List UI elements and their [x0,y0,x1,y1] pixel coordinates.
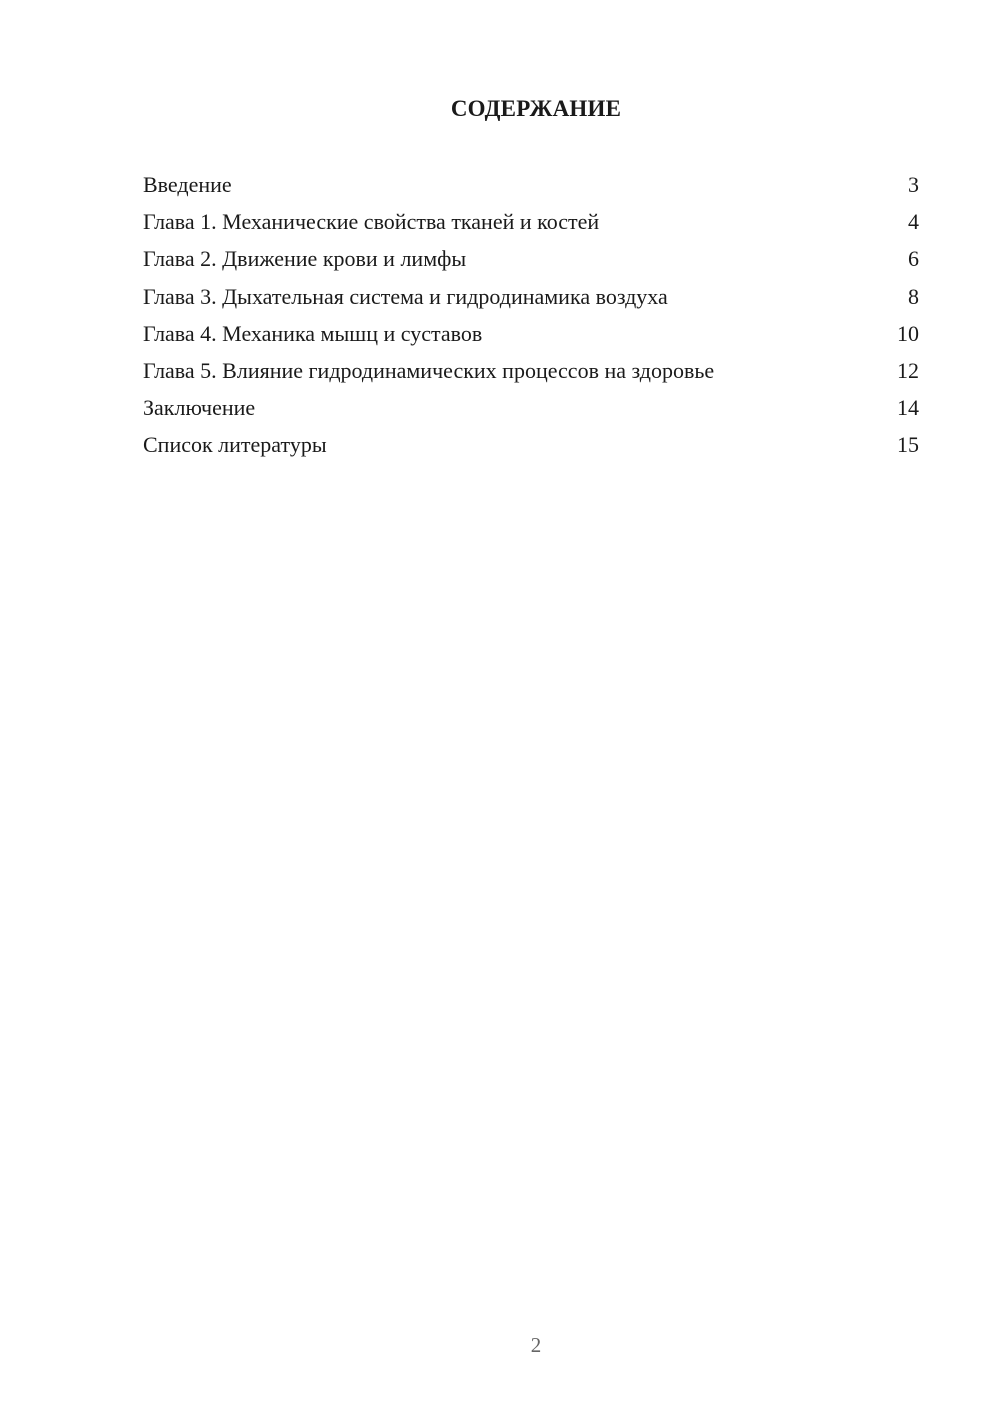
toc-entry-introduction [143,170,919,207]
toc-entry-page: 4 [908,209,919,235]
toc-entry-page: 6 [908,246,919,272]
toc-entry-title: Глава 5. Влияние гидродинамических процессов на здоровье [143,357,715,383]
toc-entry-chapter-4 [143,319,919,356]
toc-entry-title: Заключение [143,395,256,421]
toc-entry-chapter-2 [143,244,919,281]
toc-entry-title: Глава 2. Движение крови и лимфы [143,246,467,272]
page-number: 2 [530,1333,542,1357]
toc-entry-title: Введение [143,172,232,197]
toc-entry-bibliography [143,430,919,467]
toc-entry-page: 3 [908,172,919,197]
toc-entry-title: Список литературы [143,432,327,458]
toc-entry-conclusion [143,393,919,430]
toc-entry-page: 14 [897,395,919,421]
toc-heading: СОДЕРЖАНИЕ [450,96,622,121]
toc-entry-chapter-1 [143,207,919,244]
toc-entry-title: Глава 1. Механические свойства тканей и костей [143,209,600,235]
toc-entry-page: 8 [908,283,919,309]
toc-entry-page: 10 [897,320,919,346]
toc-entry-title: Глава 4. Механика мышц и суставов [143,320,483,346]
toc-entry-chapter-3 [143,282,919,319]
toc-entry-page: 15 [897,432,919,458]
toc-entry-chapter-5 [143,356,919,393]
toc-entry-page: 12 [897,357,919,383]
toc-entry-title: Глава 3. Дыхательная система и гидродинамика воздуха [143,283,668,309]
table-of-contents [143,170,919,468]
